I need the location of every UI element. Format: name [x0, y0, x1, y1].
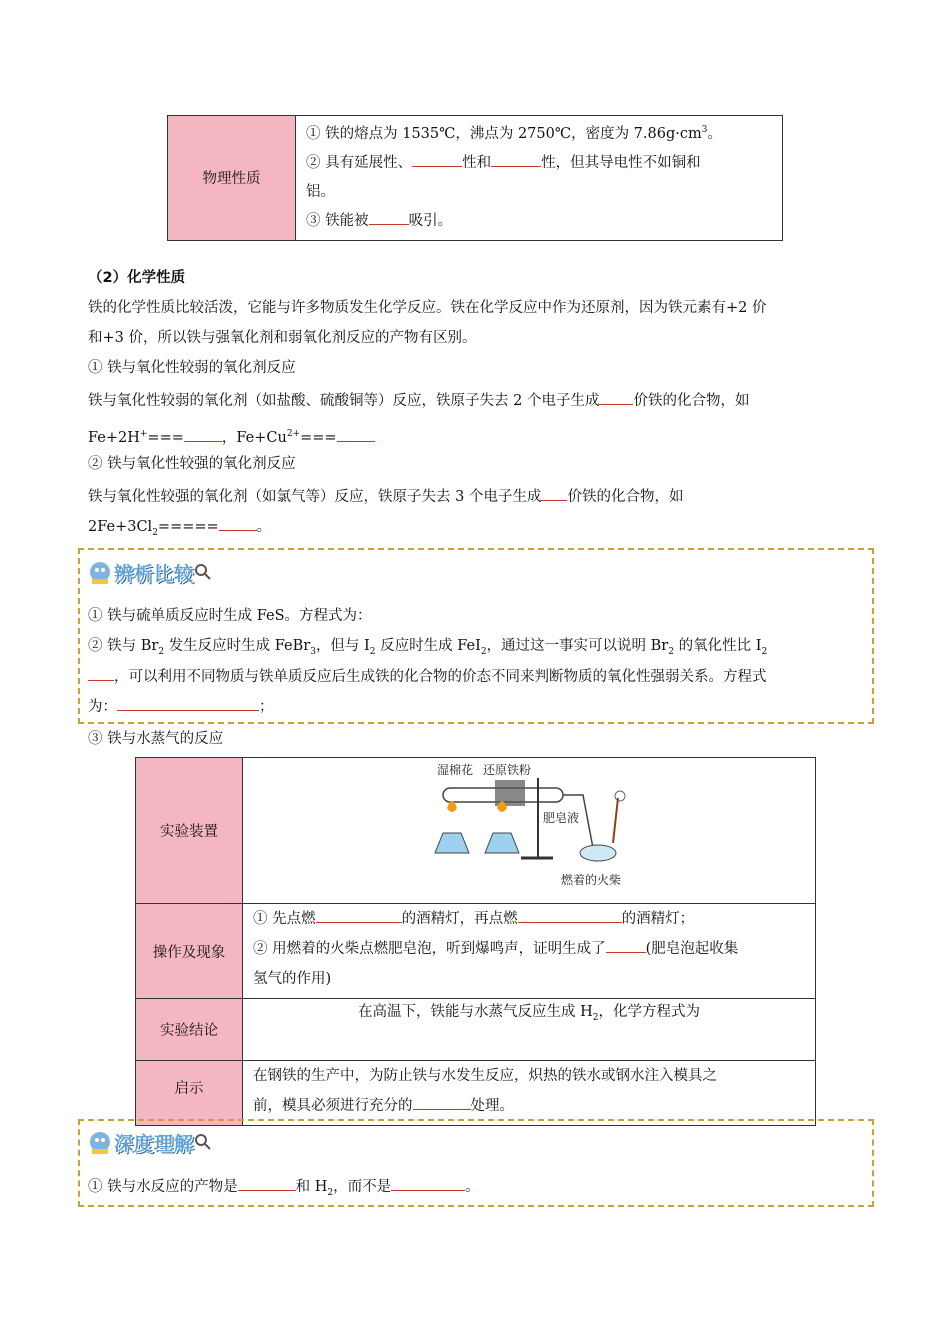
- intro-line-2: 和+3 价，所以铁与强氧化剂和弱氧化剂反应的产物有区别。: [88, 330, 477, 346]
- insp-line-2: 前，模具必须进行充分的 处理。: [253, 1091, 805, 1121]
- physical-properties-table: [167, 115, 783, 241]
- operation-label: 操作及现象: [136, 904, 243, 999]
- box2-line-1: ① 铁与水反应的产物是 和 $H_2$，而不是 。: [88, 1176, 868, 1203]
- cartoon-icon: [86, 559, 114, 585]
- op-line-2: ② 用燃着的火柴点燃肥皂泡，听到爆鸣声，证明生成了 (肥皂泡起收集: [253, 934, 805, 964]
- blank-magnet[interactable]: [369, 210, 409, 225]
- blank-first-lamp[interactable]: [316, 908, 402, 923]
- box1-line-3: ，可以利用不同物质与铁单质反应后生成铁的化合物的价态不同来判断物质的氧化性强弱关系。方程式: [88, 666, 868, 687]
- conclusion-text: 在高温下，铁能与水蒸气反应生成 $H_2$，化学方程式为: [358, 1004, 700, 1023]
- blank-equation-box1[interactable]: [117, 696, 259, 711]
- phys-line-4: ③ 铁能被 吸引。: [306, 207, 772, 236]
- weak-oxidizer-title: ① 铁与氧化性较弱的氧化剂反应: [88, 360, 296, 376]
- steam-title: ③ 铁与水蒸气的反应: [88, 731, 224, 747]
- fig-label-iron: 还原铁粉: [483, 763, 532, 777]
- comparison-banner: [86, 558, 212, 586]
- physical-properties-content: [296, 116, 783, 241]
- deep-understanding-banner-text: 深度理解: [114, 1132, 195, 1155]
- blank-eq2[interactable]: [337, 427, 375, 442]
- weak-equations: Fe+2H+=== ，$Fe+Cu^{2+}===$: [88, 424, 868, 448]
- comparison-banner-text: 辨析比较: [114, 562, 195, 585]
- blank-not-product[interactable]: [391, 1176, 465, 1191]
- strong-equation: $2Fe+3Cl_2=====$ 。: [88, 516, 868, 543]
- op-line-3: 氢气的作用): [253, 971, 332, 987]
- op-line-1: ① 先点燃 的酒精灯，再点燃 的酒精灯；: [253, 904, 805, 934]
- fig-label-cotton: 湿棉花: [437, 763, 474, 777]
- fig-label-soap: 肥皂液: [543, 811, 580, 825]
- inspiration-content: [243, 1061, 816, 1126]
- box1-line-2: ② 铁与 $Br_2$ 发生反应时生成 FeBr$_3$，但与 $I_2$ 反应时生成 FeI$_2$，通过这一事实可以说明 $Br_2$ 的氧化性比 $I_2$: [88, 638, 768, 657]
- magnifier-icon: [194, 563, 212, 581]
- intro-line-1: 铁的化学性质比较活泼，它能与许多物质发生化学反应。铁在化学反应中作为还原剂，因为铁元素有+2 价: [88, 300, 767, 316]
- box1-line-4: 为： ；: [88, 696, 868, 717]
- blank-compare[interactable]: [88, 666, 114, 681]
- blank-second-lamp[interactable]: [518, 908, 622, 923]
- blank-product[interactable]: [238, 1176, 296, 1191]
- apparatus-figure: [243, 758, 816, 904]
- phys-line-2: ② 具有延展性、 性和 性，但其导电性不如铜和: [306, 149, 772, 178]
- magnifier-icon: [194, 1133, 212, 1151]
- insp-line-1: 在钢铁的生产中，为防止铁与水发生反应，炽热的铁水或钢水注入模具之: [253, 1068, 717, 1084]
- phys-line-3: 铝。: [306, 183, 335, 200]
- cartoon-icon: [86, 1129, 114, 1155]
- blank-eq3[interactable]: [219, 516, 257, 531]
- phys-line-1: ① 铁的熔点为 1535℃，沸点为 2750℃，密度为 $7.86g\cdot cm^3$。: [306, 125, 722, 142]
- blank-valence-weak[interactable]: [599, 390, 633, 405]
- label-text: 物理性质: [202, 171, 261, 188]
- blank-treatment[interactable]: [413, 1095, 471, 1110]
- blank-ductility[interactable]: [412, 152, 462, 167]
- experiment-table: [135, 757, 816, 1126]
- apparatus-diagram: [433, 758, 673, 898]
- box1-line-1: ① 铁与硫单质反应时生成 FeS。方程式为：: [88, 608, 372, 624]
- blank-property[interactable]: [491, 152, 541, 167]
- strong-oxidizer-desc: 铁与氧化性较强的氧化剂（如氯气等）反应，铁原子失去 3 个电子生成 价铁的化合物，如: [88, 486, 868, 507]
- conclusion-label: 实验结论: [136, 999, 243, 1061]
- apparatus-label: 实验装置: [136, 758, 243, 904]
- deep-understanding-banner: [86, 1128, 212, 1156]
- conclusion-content: [243, 999, 816, 1061]
- blank-valence-strong[interactable]: [541, 486, 567, 501]
- blank-eq1[interactable]: [184, 427, 222, 442]
- strong-oxidizer-title: ② 铁与氧化性较强的氧化剂反应: [88, 456, 296, 472]
- blank-gas[interactable]: [606, 938, 646, 953]
- physical-properties-label: [168, 116, 296, 241]
- inspiration-label: 启示: [136, 1061, 243, 1126]
- fig-label-match: 燃着的火柴: [561, 873, 622, 887]
- weak-oxidizer-desc: 铁与氧化性较弱的氧化剂（如盐酸、硫酸铜等）反应，铁原子失去 2 个电子生成 价铁的化合物，如: [88, 390, 868, 411]
- operation-content: [243, 904, 816, 999]
- section-heading: （2）化学性质: [88, 270, 186, 286]
